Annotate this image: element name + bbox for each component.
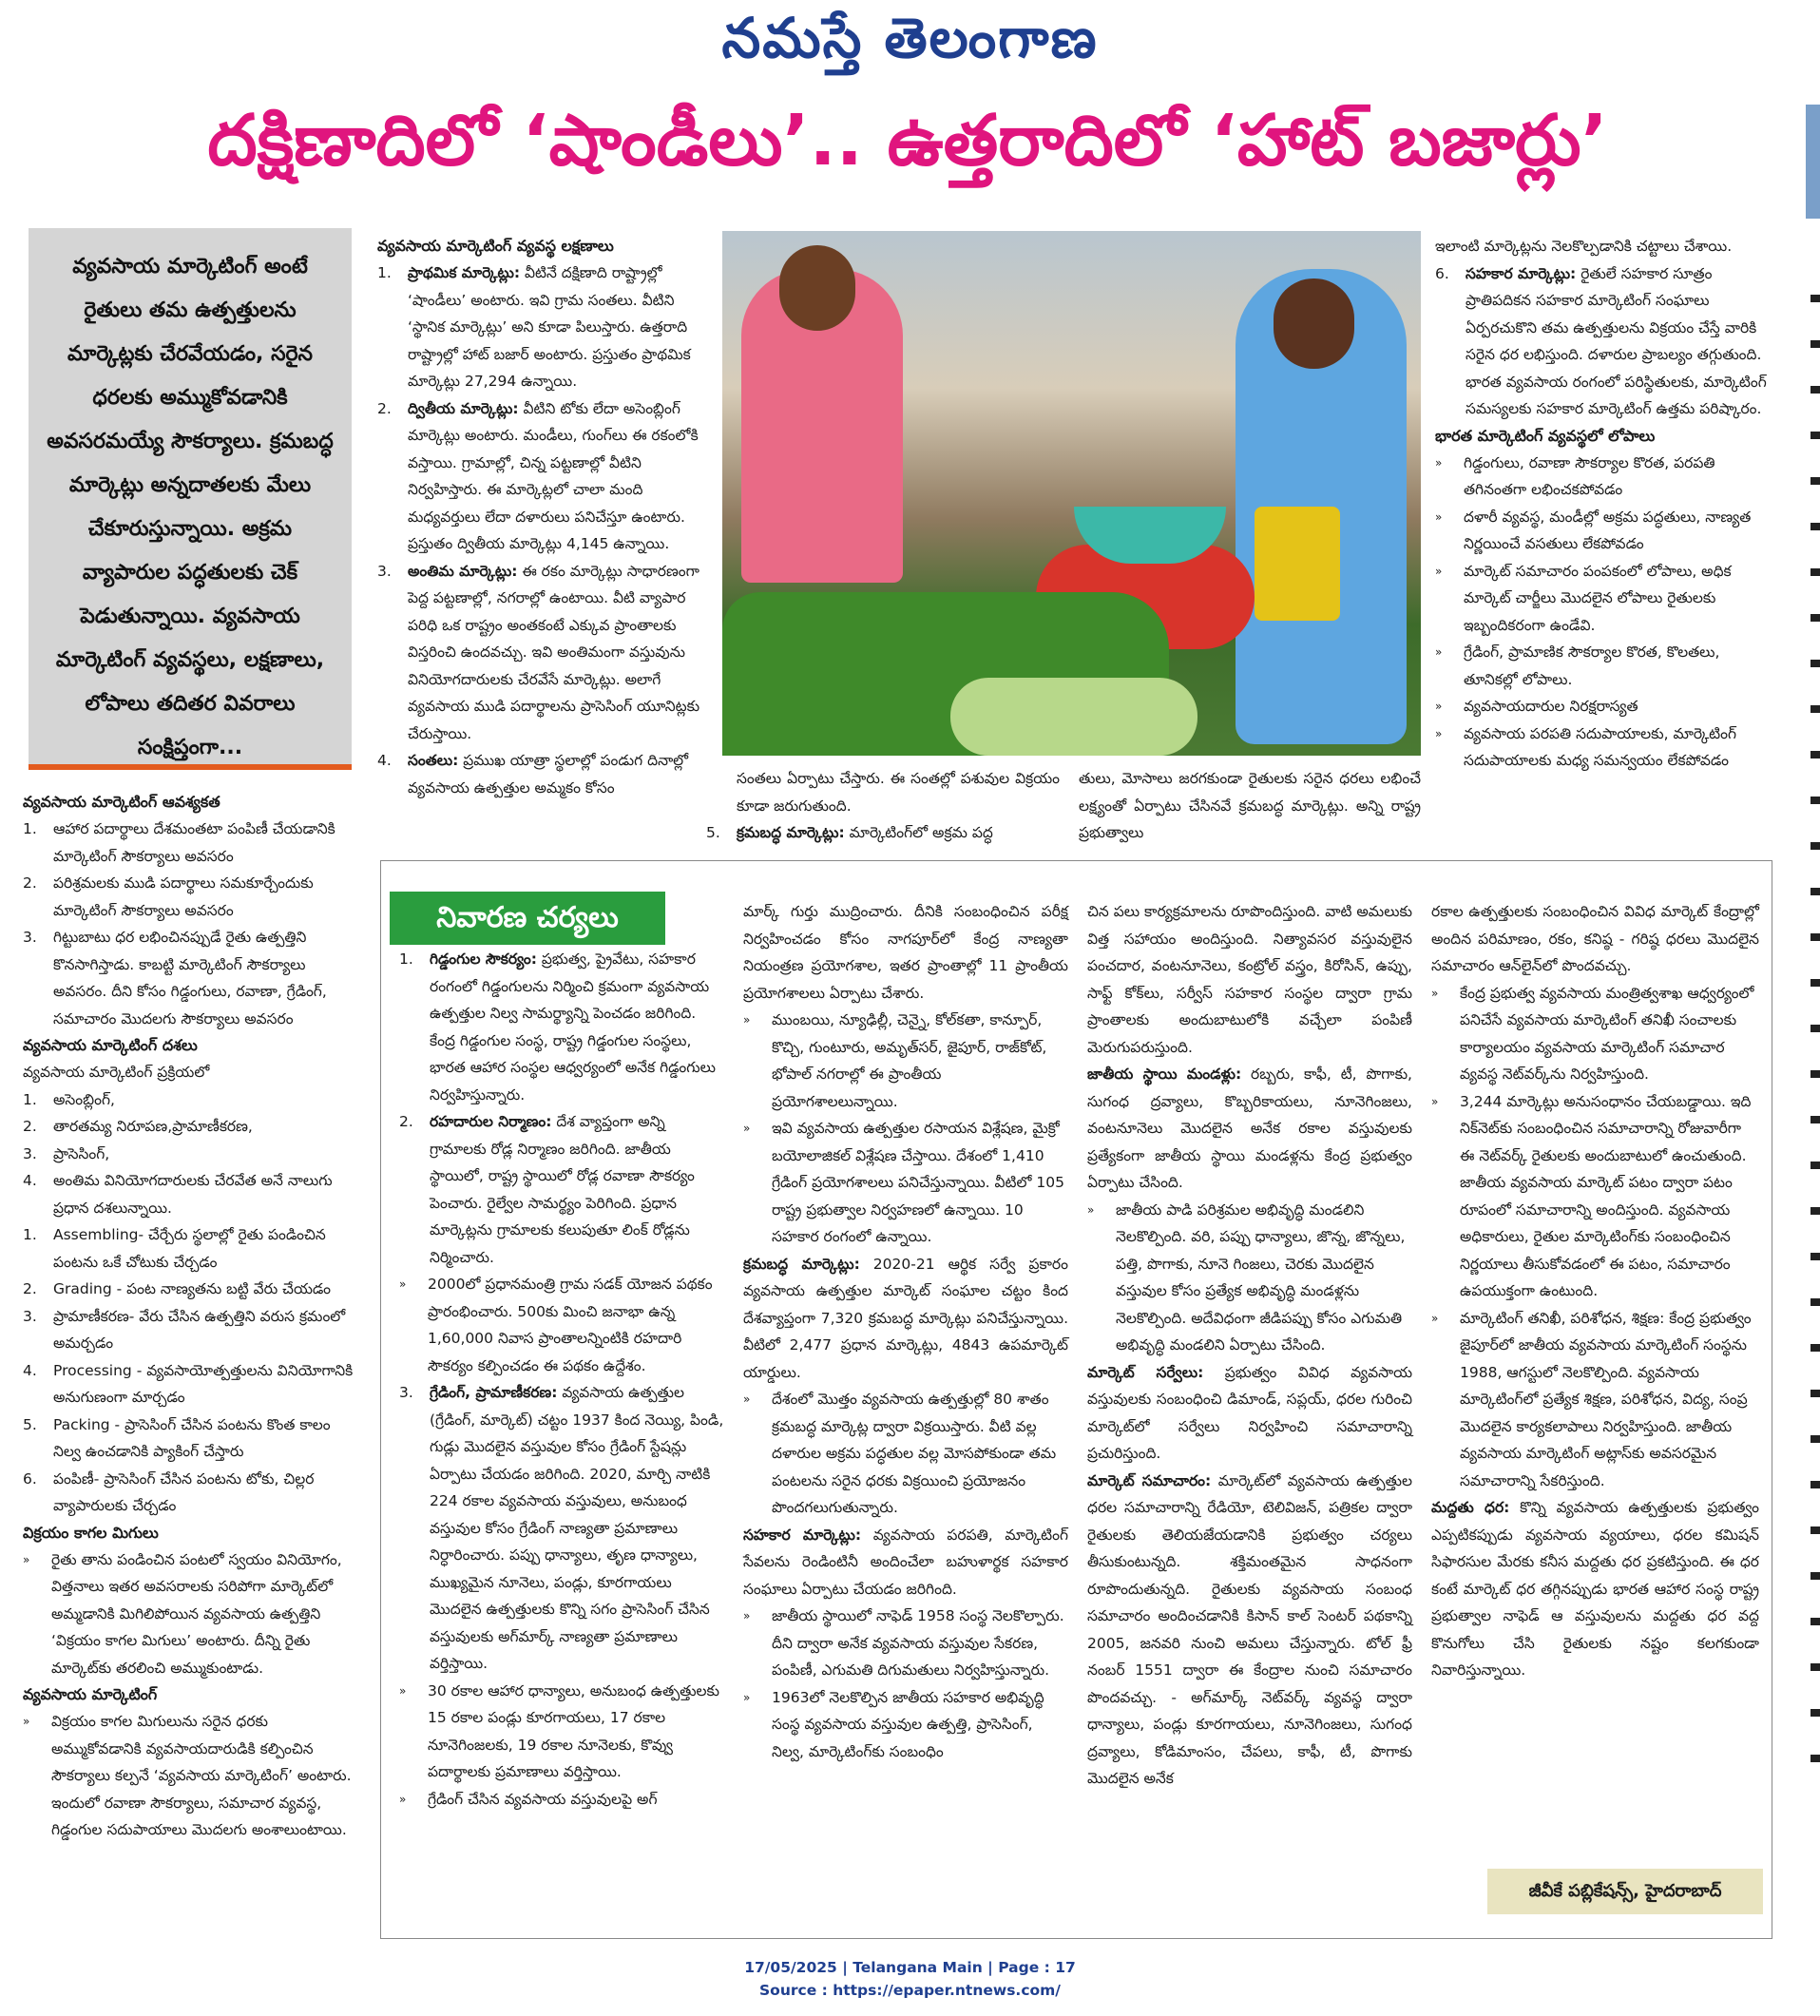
section-heading-features: వ్యవసాయ మార్కెటింగ్ వ్యవస్థ లక్షణాలు [377,237,614,255]
arrow-bullet-icon: » [1435,700,1443,713]
item-text: ప్రామాణీకరణ- వేరు చేసిన ఉత్పత్తిని వరుస క్రమంలో అమర్చడం [53,1307,346,1352]
arrow-bullet-icon: » [1435,509,1443,524]
remedies-column-4 [1431,898,1759,1863]
numbered-item [399,946,724,1108]
arrow-bullet-icon: » [743,1609,751,1622]
item-content [430,946,724,1108]
item-text: 1963లో నెలకొల్పిన జాతీయ సహకార అభివృద్ధి సంస్థ వ్యవసాయ వస్తువుల ఉత్పత్తి, ప్రాసెసింగ్, నిల్వ, మార్కెటింగ్‌కు సంబంధిం [772,1688,1044,1760]
item-number: 5. [706,824,720,841]
item-number: 4. [23,1172,37,1189]
item-number: 2. [23,1280,37,1297]
item-heading: గ్రేడింగ్, ప్రామాణీకరణ: [430,1384,558,1401]
item-content [1460,1305,1759,1495]
item-content [428,1678,724,1786]
arrow-bullet-icon: » [1435,726,1443,740]
paragraph-text: రకాల ఉత్పత్తులకు సంబంధించిన వివిధ మార్కెట్ కేంద్రాల్లో అందిన పరిమాణం, రకం, కనిష్ఠ - గరిష్ఠ ధరలు మొదలైన సమాచారం ఆన్‌లైన్‌లో పొందవచ్చు. [1431,903,1759,974]
arrow-bullet-icon: » [743,1122,751,1135]
item-text: ప్రభుత్వ, ప్రైవేటు, సహకార రంగంలో గిడ్డంగులను నిర్మించి క్రమంగా వ్యవసాయ ఉత్పత్తుల నిల్వ సామర్థ్యాన్ని పెంచడం జరిగింది. కేంద్ర గిడ్డంగుల సంస్థ, రాష్ట్ర గిడ్డంగుల సంస్థలు, భారత ఆహార సంస్థల ఆధ్వర్యంలో అనేక గిడ్డంగులు నిర్వహిస్తున్నారు. [430,950,717,1104]
stage-definition [23,1276,357,1303]
item-text: Packing - ప్రాసెసింగ్ చేసిన పంటను కొంత కాలం నిల్వ ఉంచడానికి ప్యాకింగ్ చేస్తారు [53,1415,331,1460]
need-item [23,924,357,1032]
publisher-credit: జీవీకే పబ్లికేషన్స్, హైదరాబాద్ [1487,1869,1763,1914]
item-text: మార్కెట్ సమాచారం పంపకంలో లోపాలు, అధిక మార్కెట్ చార్జీలు మొదలైన లోపాలు రైతులకు ఇబ్బందికరంగా ఉండేవి. [1464,562,1732,634]
numbered-item [399,1108,724,1271]
paragraph-heading: సహకార మార్కెట్లు: [743,1526,862,1544]
arrow-bullet-icon: » [23,1552,30,1566]
section-heading-defects: భారత మార్కెటింగ్ వ్యవస్థలో లోపాలు [1435,426,1656,445]
bullet-item [743,1684,1068,1766]
section-heading-marketing: వ్యవసాయ మార్కెటింగ్ [23,1685,158,1703]
continued-text: ఇలాంటి మార్కెట్లను నెలకొల్పడానికి చట్టాలు చేశాయి. [1435,238,1733,255]
need-item [23,870,357,924]
left-column [23,789,357,1939]
item-content [772,1115,1068,1251]
market-photo [722,231,1421,756]
item-content [428,1271,724,1379]
arrow-bullet-icon: » [1431,1094,1439,1108]
newspaper-masthead: నమస్తే తెలంగాణ [721,6,1099,70]
arrow-bullet-icon: » [743,1013,751,1027]
customer-head [1274,278,1354,369]
item-content [430,1379,724,1678]
item-number: 1. [23,1226,37,1243]
item-text: అంతిమ వినియోగదారులకు చేరవేత అనే నాలుగు ప్రధాన దశలున్నాయి. [53,1172,333,1217]
item-heading: సహకార మార్కెట్లు: [1466,264,1577,282]
item-content [1460,1088,1759,1305]
item-content [772,1684,1068,1766]
item-content [1466,260,1768,423]
paragraph-text: వ్యవసాయ పరపతి, మార్కెటింగ్ సేవలను రెండింటినీ అందించేలా బహుళార్థక సహకార సంఘాలు ఏర్పాటు చేయడం జరిగింది. [743,1526,1068,1598]
edge-bullets [1810,257,1820,1777]
item-number: 4. [377,752,392,769]
item-text: పరిశ్రమలకు ముడి పదార్థాలు సమకూర్చేందుకు మార్కెటింగ్ సౌకర్యాలు అవసరం [53,874,314,919]
item-heading: రహదారుల నిర్మాణం: [430,1113,552,1130]
intro-box [29,228,352,770]
need-item [23,816,357,870]
vendor-head [779,245,855,331]
item-text: గ్రేడింగ్ చేసిన వ్యవసాయ వస్తువులపై అగ్ [428,1790,658,1808]
bullet-item [399,1271,724,1379]
paragraph [1431,1494,1759,1684]
item-content [408,747,712,801]
surplus-item [23,1546,357,1682]
paragraph-heading: క్రమబద్ధ మార్కెట్లు: [743,1255,860,1273]
remedies-column-1 [399,946,724,1934]
paragraph-heading: మద్దతు ధర: [1431,1499,1510,1516]
arrow-bullet-icon: » [23,1715,30,1728]
item-text: Grading - పంట నాణ్యతను బట్టి వేరు చేయడం [53,1280,331,1297]
item-content [772,1603,1068,1684]
item-number: 1. [23,1090,37,1108]
defect-item [1435,504,1768,558]
item-text: జాతీయ స్థాయిలో నాఫెడ్ 1958 సంస్థ నెలకొల్పారు. దీని ద్వారా అనేక వ్యవసాయ వస్తువుల సేకరణ, పంపిణీ, ఎగుమతి దిగుమతులు నిర్వహిస్తున్నారు. [772,1607,1064,1679]
item-content [408,558,712,748]
bullet-item [743,1386,1068,1522]
item-text: రైతు తాను పండించిన పంటలో స్వయం వినియోగం, విత్తనాలు ఇతర అవసరాలకు సరిపోగా మార్కెట్‌లో అమ్మడానికి మిగిలిపోయిన వ్యవసాయ ఉత్పత్తిని ‘విక్రయం కాగల మిగులు’ అంటారు. దీన్ని రైతు మార్కెట్‌కు తరలించి అమ్ముకుంటాడు. [51,1550,342,1677]
item-number: 5. [23,1415,37,1433]
intro-text: వ్యవసాయ మార్కెటింగ్ అంటే రైతులు తమ ఉత్పత్తులను మార్కెట్లకు చేరవేయడం, సరైన ధరలకు అమ్ముకోవడానికి అవసరమయ్యే సౌకర్యాలు. క్రమబద్ధ మార్కెట్లు అన్నదాతలకు మేలు చేకూరుస్తున్నాయి. అక్రమ వ్యాపారుల పద్ధతులకు చెక్ పెడుతున్నాయి. వ్యవసాయ మార్కెటింగ్ వ్యవస్థలు, లక్షణాలు, లోపాలు తదితర వివరాలు సంక్షిప్తంగా... [47,255,334,759]
item-text: 30 రకాల ఆహార ధాన్యాలు, అనుబంధ ఉత్పత్తులకు 15 రకాల పండ్లు కూరగాయలు, 17 రకాల నూనెగింజలకు, 19 రకాల నూనెలకు, కొవ్వు పదార్థాలకు ప్రమాణాలు వర్తిస్తాయి. [428,1681,720,1780]
defect-item [1435,693,1768,720]
section-heading-stages: వ్యవసాయ మార్కెటింగ్ దశలు [23,1036,198,1054]
item-content [1116,1197,1412,1359]
item-number: 4. [23,1361,37,1379]
item-text: వ్యవసాయదారుల నిరక్షరాస్యత [1464,698,1638,715]
item-content [772,1007,1068,1115]
item-text: మార్కెటింగ్‌లో అక్రమ పద్ధ [844,824,993,841]
paragraph-text: మార్కెట్‌లో వ్యవసాయ ఉత్పత్తుల ధరల సమాచారాన్ని రేడియో, టెలివిజన్, పత్రికల ద్వారా రైతులకు తెలియజేయడానికి ప్రభుత్వం చర్యలు తీసుకుంటున్నది. శక్తిమంతమైన సాధనంగా రూపొందుతున్నది. రైతులకు వ్యవసాయ సంబంధ సమాచారం అందించడానికి కిసాన్ కాల్ సెంటర్ పథకాన్ని 2005, జనవరి నుంచి అమలు చేస్తున్నారు. టోల్ ఫ్రీ నంబర్ 1551 ద్వారా ఈ కేంద్రాల నుంచి సమాచారం పొందవచ్చు. - అగ్‌మార్క్ నెట్‌వర్క్ వ్యవస్థ ద్వారా ధాన్యాలు, పండ్లు కూరగాయలు, నూనెగింజలు, సుగంధ ద్రవ్యాలు, కోడిమాంసం, చేపలు, కాఫీ, టీ, పొగాకు మొదలైన అనేక [1087,1471,1412,1787]
under-photo-col-a [706,765,1060,855]
item-text: అసెంబ్లింగ్, [53,1090,115,1108]
item-number: 3. [399,1384,413,1401]
item-number: 1. [23,820,37,837]
under-photo-text-c: తులు, మోసాలు జరగకుండా రైతులకు సరైన ధరలు లభించే లక్ష్యంతో ఏర్పాటు చేసినవే క్రమబద్ధ మార్కెట్లు. అన్ని రాష్ట్ర ప్రభుత్వాలు [1079,770,1421,841]
item-text: ఈ రకం మార్కెట్లు సాధారణంగా పెద్ద పట్టణాల్లో, నగరాల్లో ఉంటాయి. వీటి వ్యాపార పరిధి ఒక రాష్ట్రం అంతకంటే ఎక్కువ ప్రాంతాలకు విస్తరించి ఉందవచ్చు. ఇవి అంతిమంగా వస్తువును వినియోగదారులకు చేరవేసే మార్కెట్లు. అలాగే వ్యవసాయ ముడి పదార్థాలను ప్రాసెసింగ్ యూనిట్లకు చేరుస్తాయి. [408,562,700,742]
stage-item [23,1086,357,1114]
item-text: 3,244 మార్కెట్లు అనుసంధానం చేయబడ్డాయి. ఇది నిక్‌నెట్‌కు సంబంధించిన సమాచారాన్ని రోజువారీగా ఈ నెట్‌వర్క్ రైతులకు అందుబాటులో ఉంచుతుంది. జాతీయ వ్యవసాయ మార్కెట్ పటం ద్వారా పటం రూపంలో సమాచారాన్ని అందిస్తుంది. వ్యవసాయ అధికారులు, రైతుల మార్కెటింగ్‌కు సంబంధించిన నిర్ణయాలు తీసుకోవడంలో ఈ పటం, సమాచారం ఉపయుక్తంగా ఉంటుంది. [1460,1092,1752,1299]
item-text: వ్యవసాయ పరపతి సదుపాయాలకు, మార్కెటింగ్ సదుపాయాలకు మధ్య సమన్వయం లేకపోవడం [1464,724,1737,769]
remedies-column-3 [1087,898,1412,1934]
regulated-markets-start [706,819,1060,847]
market-type-item [377,259,712,395]
paragraph [1087,898,1412,1061]
item-text: జాతీయ పాడి పరిశ్రమల అభివృద్ధి మండలిని నెలకొల్పింది. వరి, పప్పు ధాన్యాలు, జొన్న, జొన్నలు, పత్తి, పొగాకు, నూనె గింజలు, చెరకు మొదలైన వస్తువుల కోసం ప్రత్యేక అభివృద్ధి మండళ్లను నెలకొల్పింది. అదేవిధంగా జీడిపప్పు కోసం ఎగుమతి అభివృద్ధి మండలిని ఏర్పాటు చేసింది. [1116,1200,1406,1354]
marketing-item [23,1708,357,1844]
paragraph [1087,1359,1412,1468]
market-type-item [377,395,712,558]
under-photo-col-b [1079,765,1421,855]
item-text: పంపిణీ- ప్రాసెసింగ్ చేసిన పంటను టోకు, చిల్లర వ్యాపారులకు చేర్చడం [53,1469,315,1514]
item-text: దేశ వ్యాప్తంగా అన్ని గ్రామాలకు రోడ్ల నిర్మాణం జరిగింది. జాతీయ స్థాయిలో, రాష్ట్ర స్థాయిలో రోడ్ల రవాణా సౌకర్యం పెంచారు. రైల్వేల సామర్థ్యం పెరిగింది. ప్రధాన మార్కెట్లను గ్రామాలకు కలుపుతూ లింక్ రోడ్లను నిర్మించారు. [430,1113,695,1266]
item-heading: అంతిమ మార్కెట్లు: [408,562,518,580]
item-text: ముంబయి, న్యూఢిల్లీ, చెన్నై, కోల్‌కతా, కాన్పూర్, కొచ్చి, గుంటూరు, అమృత్‌సర్, జైపూర్, రాజ్‌కోట్, భోపాల్ నగరాల్లో ఈ ప్రాంతీయ ప్రయోగశాలలున్నాయి. [772,1011,1047,1110]
item-text: ఇవి వ్యవసాయ ఉత్పత్తుల రసాయన విశ్లేషణ, మైక్రో బయోలాజికల్ విశ్లేషణ చేస్తాయి. దేశంలో 1,410 గ్రేడింగ్ ప్రయోగశాలలు పనిచేస్తున్నాయి. వీటిలో 105 రాష్ట్ర ప్రభుత్వాల నిర్వహణలో ఉన్నాయి. 10 సహకార రంగంలో ఉన్నాయి. [772,1120,1064,1245]
remedies-title: నివారణ చర్యలు [390,892,665,945]
item-number: 1. [377,264,392,281]
arrow-bullet-icon: » [399,1277,407,1291]
stage-definition [23,1303,357,1357]
stages-intro: వ్యవసాయ మార్కెటింగ్ ప్రక్రియలో [23,1064,210,1081]
item-text: దేశంలో మొత్తం వ్యవసాయ ఉత్పత్తుల్లో 80 శాతం క్రమబద్ధ మార్కెట్ల ద్వారా విక్రయిస్తారు. వీటి వల్ల దళారుల అక్రమ పద్ధతుల వల్ల మోసపోకుండా తమ పంటలను సరైన ధరకు విక్రయించి ప్రయోజనం పొందగలుగుతున్నారు. [772,1391,1057,1516]
paragraph [743,1522,1068,1603]
item-number: 1. [399,950,413,968]
gourd-pile [950,678,1197,756]
item-text: గిడ్డంగులు, రవాణా సౌకర్యాల కొరత, పరపతి తగినంతగా లభించకపోవడం [1464,453,1715,498]
edge-strip [1806,105,1820,219]
item-number: 2. [23,1118,37,1135]
market-type-item [377,558,712,748]
bullet-item [399,1786,724,1814]
arrow-bullet-icon: » [1435,564,1443,578]
item-heading: ప్రాథమిక మార్కెట్లు: [408,264,521,281]
item-text: ప్రముఖ యాత్రా స్థలాల్లో పండుగ దినాల్లో వ్యవసాయ ఉత్పత్తుల అమ్మకం కోసం [408,752,689,797]
bullet-item [1087,1197,1412,1359]
item-text: విక్రయం కాగల మిగులును సరైన ధరకు అమ్ముకోవడానికి వ్యవసాయదారుడికి కల్పించిన సౌకర్యాలు కల్పనే ‘వ్యవసాయ మార్కెటింగ్’ అంటారు. ఇందులో రవాణా సౌకర్యాలు, సమాచార వ్యవస్థ, గిడ్డంగుల సదుపాయాలు మొదలగు అంశాలుంటాయి. [51,1713,352,1838]
item-text: Processing - వ్యవసాయోత్పత్తులను వినియోగానికి అనుగుణంగా మార్చడం [53,1361,354,1406]
item-content [1460,980,1759,1088]
defect-item [1435,450,1768,504]
stage-item [23,1167,357,1221]
item-number: 6. [1435,264,1449,282]
paragraph-text: మార్క్ గుర్తు ముద్రించారు. దీనికి సంబంధించిన పరీక్ష నిర్వహించడం కోసం నాగపూర్‌లో కేంద్ర నాణ్యతా నియంత్రణ ప్రయోగశాల, ఇతర ప్రాంతాల్లో 11 ప్రాంతీయ ప్రయోగశాలలు ఏర్పాటు చేశారు. [743,903,1068,1002]
stage-definition [23,1411,357,1466]
paragraph [1087,1061,1412,1197]
paragraph [1431,898,1759,980]
paragraph-text: కొన్ని వ్యవసాయ ఉత్పత్తులకు ప్రభుత్వం ఎప్పటికప్పుడు వ్యవసాయ వ్యయాలు, ధరల కమిషన్ సిఫారసుల మేరకు కనీస మద్దతు ధర ప్రకటిస్తుంది. ఈ ధర కంటే మార్కెట్ ధర తగ్గినప్పుడు భారత ఆహార సంస్థ రాష్ట్ర ప్రభుత్వాల నాఫెడ్ ఆ వస్తువులను మద్దతు ధర వద్ద కొనుగోలు చేసి రైతులకు నష్టం కలగకుండా నివారిస్తున్నాయి. [1431,1499,1759,1679]
bullet-item [743,1603,1068,1684]
bullet-item [1431,1088,1759,1305]
item-content [772,1386,1068,1522]
item-heading: క్రమబద్ధ మార్కెట్లు: [737,824,845,841]
defect-item [1435,558,1768,640]
section-heading-surplus: విక్రయం కాగల మిగులు [23,1523,159,1542]
item-text: ఆహార పదార్థాలు దేశమంతటా పంపిణీ చేయడానికి మార్కెటింగ్ సౌకర్యాలు అవసరం [53,820,335,865]
stage-item [23,1141,357,1168]
market-type-item [377,747,712,801]
item-text: దళారీ వ్యవస్థ, మండీల్లో అక్రమ పద్ధతులు, నాణ్యత నిర్ణయించే వసతులు లేకపోవడం [1464,508,1752,552]
bullet-item [743,1007,1068,1115]
bullet-item [1431,1305,1759,1495]
paragraph-text: ప్రభుత్వం వివిధ వ్యవసాయ వస్తువులకు సంబంధించి డిమాండ్, సప్లయ్, ధరల గురించి మార్కెట్‌లో సర్వేలు నిర్వహించి సమాచారాన్ని ప్రచురిస్తుంది. [1087,1363,1413,1462]
paragraph-heading: మార్కెట్ సర్వేలు: [1087,1363,1204,1381]
item-content [408,259,712,395]
stage-item [23,1113,357,1141]
item-text: గిట్టుబాటు ధర లభించినప్పుడే రైతు ఉత్పత్తిని కొనసాగిస్తాడు. కాబట్టి మార్కెటింగ్ సౌకర్యాలు అవసరం. దీని కోసం గిడ్డంగులు, రవాణా, గ్రేడింగ్, సమాచారం మొదలగు సౌకర్యాలు అవసరం [53,929,327,1027]
cooperative-markets-item [1435,260,1768,423]
paragraph [743,898,1068,1007]
arrow-bullet-icon: » [399,1683,407,1698]
arrow-bullet-icon: » [1431,986,1439,1000]
item-text: వ్యవసాయ ఉత్పత్తుల (గ్రేడింగ్, మార్కెట్) చట్టం 1937 కింద నెయ్యి, పిండి, గుడ్లు మొదలైన వస్తువుల కోసం గ్రేడింగ్ స్టేషన్లు ఏర్పాటు చేయడం జరిగింది. 2020, మార్చి నాటికి 224 రకాల వ్యవసాయ వస్తువులు, అనుబంధ వస్తువుల కోసం గ్రేడింగ్ నాణ్యతా ప్రమాణాలు నిర్ధారించారు. పప్పు ధాన్యాలు, తృణ ధాన్యాలు, ముఖ్యమైన నూనెలు, పండ్లు, కూరగాయలు మొదలైన ఉత్పత్తులకు కొన్ని సగం ప్రాసెసింగ్ చేసిన వస్తువులకు అగ్‌మార్క్ నాణ్యతా ప్రమాణాలు వర్తిస్తాయి. [430,1384,724,1672]
item-text: తారతమ్య నిరూపణ,ప్రామాణీకరణ, [53,1118,253,1135]
stage-definition [23,1357,357,1411]
item-text: రైతులే సహకార సూత్రం ప్రాతిపదికన సహకార మార్కెటింగ్ సంఘాలు ఏర్పరచుకొని తమ ఉత్పత్తులను విక్రయం చేస్తే వారికి సరైన ధర లభిస్తుంది. దళారుల ప్రాబల్యం తగ్గుతుంది. భారత వ్యవసాయ రంగంలో పరిస్థితులకు, మార్కెటింగ్ సమస్యలకు సహకార మార్కెటింగ్ ఉత్తమ పరిష్కారం. [1466,264,1767,417]
arrow-bullet-icon: » [1435,645,1443,659]
item-text: గ్రేడింగ్, ప్రామాణిక సౌకర్యాల కొరత, కొలతలు, తూనికల్లో లోపాలు. [1464,643,1720,688]
item-text: ప్రాసెసింగ్, [53,1144,110,1162]
under-photo-text-a: సంతలు ఏర్పాటు చేస్తారు. ఈ సంతల్లో పశువుల విక్రయం కూడా జరుగుతుంది. [737,770,1060,815]
item-number: 3. [377,562,392,580]
column-market-types [377,233,712,851]
shopping-bag [1255,507,1340,621]
item-heading: సంతలు: [408,752,459,769]
paragraph-heading: మార్కెట్ సమాచారం: [1087,1471,1212,1489]
item-number: 3. [23,1307,37,1325]
section-heading-need: వ్యవసాయ మార్కెటింగ్ ఆవశ్యకత [23,793,220,811]
item-text: వీటినే దక్షిణాది రాష్ట్రాల్లో ‘షాండీలు’ అంటారు. ఇవి గ్రామ సంతలు. వీటిని ‘స్థానిక మార్కెట్లు’ అని కూడా పిలుస్తారు. ఉత్తరాది రాష్ట్రాల్లో హాట్ బజార్ అంటారు. ప్రస్తుతం ప్రాథమిక మార్కెట్లు 27,294 ఉన్నాయి. [408,264,691,390]
item-number: 2. [23,874,37,892]
item-number: 3. [23,1144,37,1162]
numbered-item [399,1379,724,1678]
arrow-bullet-icon: » [743,1690,751,1704]
paragraph-heading: జాతీయ స్థాయి మండళ్లు: [1087,1066,1242,1083]
column-defects [1435,233,1768,851]
bullet-item [399,1678,724,1786]
paragraph-text: చిన పలు కార్యక్రమాలను రూపొందిస్తుంది. వాటి అమలుకు విత్త సహాయం అందిస్తుంది. నిత్యావసర వస్తువులైన పంచదార, వంటనూనెలు, కంట్రోల్ వస్త్రం, కిరోసిన్, ఉప్పు, సాఫ్ట్ కోక్‌లు, సర్వీస్ సహకార సంస్థల ద్వారా గ్రామ ప్రాంతాలకు అందుబాటులోకి వచ్చేలా పంపిణీ మెరుగుపరుస్తుంది. [1087,903,1412,1056]
item-text: మార్కెటింగ్ తనిఖీ, పరిశోధన, శిక్షణ: కేంద్ర ప్రభుత్వం జైపూర్‌లో జాతీయ వ్యవసాయ మార్కెటింగ్ సంస్థను 1988, ఆగస్టులో నెలకొల్పింది. వ్యవసాయ మార్కెటింగ్‌లో ప్రత్యేక శిక్షణ, పరిశోధన, విద్య, సంప్ర మొదలైన కార్యకలాపాలు నిర్వహిస్తుంది. జాతీయ వ్యవసాయ మార్కెటింగ్ అట్లాస్‌కు అవసరమైన సమాచారాన్ని సేకరిస్తుంది. [1460,1309,1752,1489]
page-footer [0,1956,1820,2002]
paragraph [1087,1468,1412,1793]
bullet-item [743,1115,1068,1251]
item-text: కేంద్ర ప్రభుత్వ వ్యవసాయ మంత్రిత్వశాఖ ఆధ్వర్యంలో పనిచేసే వ్యవసాయ మార్కెటింగ్ తనిఖీ సంచాలకు కార్యాలయం వ్యవసాయ మార్కెటింగ్ సమాచార వ్యవస్థ నెట్‌వర్క్‌ను నిర్వహిస్తుంది. [1460,984,1754,1083]
item-content [428,1786,724,1814]
defect-item [1435,720,1768,775]
item-text: వీటిని టోకు లేదా అసెంబ్లింగ్ మార్కెట్లు అంటారు. మండీలు, గుంగ్‌లు ఈ రకంలోకి వస్తాయి. గ్రామాల్లో, చిన్న పట్టణాల్లో వీటిని నిర్వహిస్తారు. ఈ మార్కెట్లలో చాలా మంది మధ్యవర్తులు లేదా దళారులు పనిచేస్తూ ఉంటారు. ప్రస్తుతం ద్వితీయ మార్కెట్లు 4,145 ఉన్నాయి. [408,399,699,552]
stage-definition [23,1466,357,1520]
remedies-column-2 [743,898,1068,1934]
item-number: 6. [23,1469,37,1488]
item-text: 2000లో ప్రధానమంత్రి గ్రామ సడక్ యోజన పథకం ప్రారంభించారు. 500కు మించి జనాభా ఉన్న 1,60,000 నివాస ప్రాంతాలన్నింటికి రహదారి సౌకర్యం కల్పించడం ఈ పథకం ఉద్దేశం. [428,1276,713,1374]
item-number: 2. [377,399,392,417]
footer-date-line: 17/05/2025 | Telangana Main | Page : 17 [744,1959,1076,1976]
item-number: 3. [23,929,37,946]
defect-item [1435,639,1768,693]
bullet-item [1431,980,1759,1088]
arrow-bullet-icon: » [743,1392,751,1406]
page-headline: దక్షిణాదిలో ‘షాండీలు’.. ఉత్తరాదిలో ‘హాట్ బజార్లు’ [207,100,1608,182]
footer-source-line: Source : https://epaper.ntnews.com/ [759,1982,1061,1999]
item-number: 2. [399,1113,413,1130]
stage-definition [23,1221,357,1276]
paragraph [743,1251,1068,1387]
arrow-bullet-icon: » [1431,1311,1439,1325]
item-content [430,1108,724,1271]
item-content [408,395,712,558]
arrow-bullet-icon: » [1435,455,1443,470]
item-heading: ద్వితీయ మార్కెట్లు: [408,399,519,417]
paragraph-text: 2020-21 ఆర్థిక సర్వే ప్రకారం వ్యవసాయ ఉత్పత్తుల మార్కెట్ సంఘాల చట్టం కింద దేశవ్యాప్తంగా 7,320 క్రమబద్ధ మార్కెట్లు పనిచేస్తున్నాయి. వీటిలో 2,477 ప్రధాన మార్కెట్లు, 4843 ఉపమార్కెట్ యార్డులు. [743,1255,1068,1381]
item-heading: గిడ్డంగుల సౌకర్యం: [430,950,537,968]
arrow-bullet-icon: » [1087,1202,1095,1217]
paragraph-text: రబ్బరు, కాఫీ, టీ, పొగాకు, సుగంధ ద్రవ్యాలు, కొబ్బరికాయలు, నూనెగింజలు, వంటనూనెలు మొదలైన అనేక రకాల వస్తువులకు ప్రత్యేకంగా జాతీయ స్థాయి మండళ్లను కేంద్ర ప్రభుత్వం ఏర్పాటు చేసింది. [1087,1066,1412,1191]
item-text: Assembling- చేర్చేరు స్థలాల్లో రైతు పండించిన పంటను ఒకే చోటుకు చేర్చడం [53,1226,326,1271]
arrow-bullet-icon: » [399,1792,407,1806]
